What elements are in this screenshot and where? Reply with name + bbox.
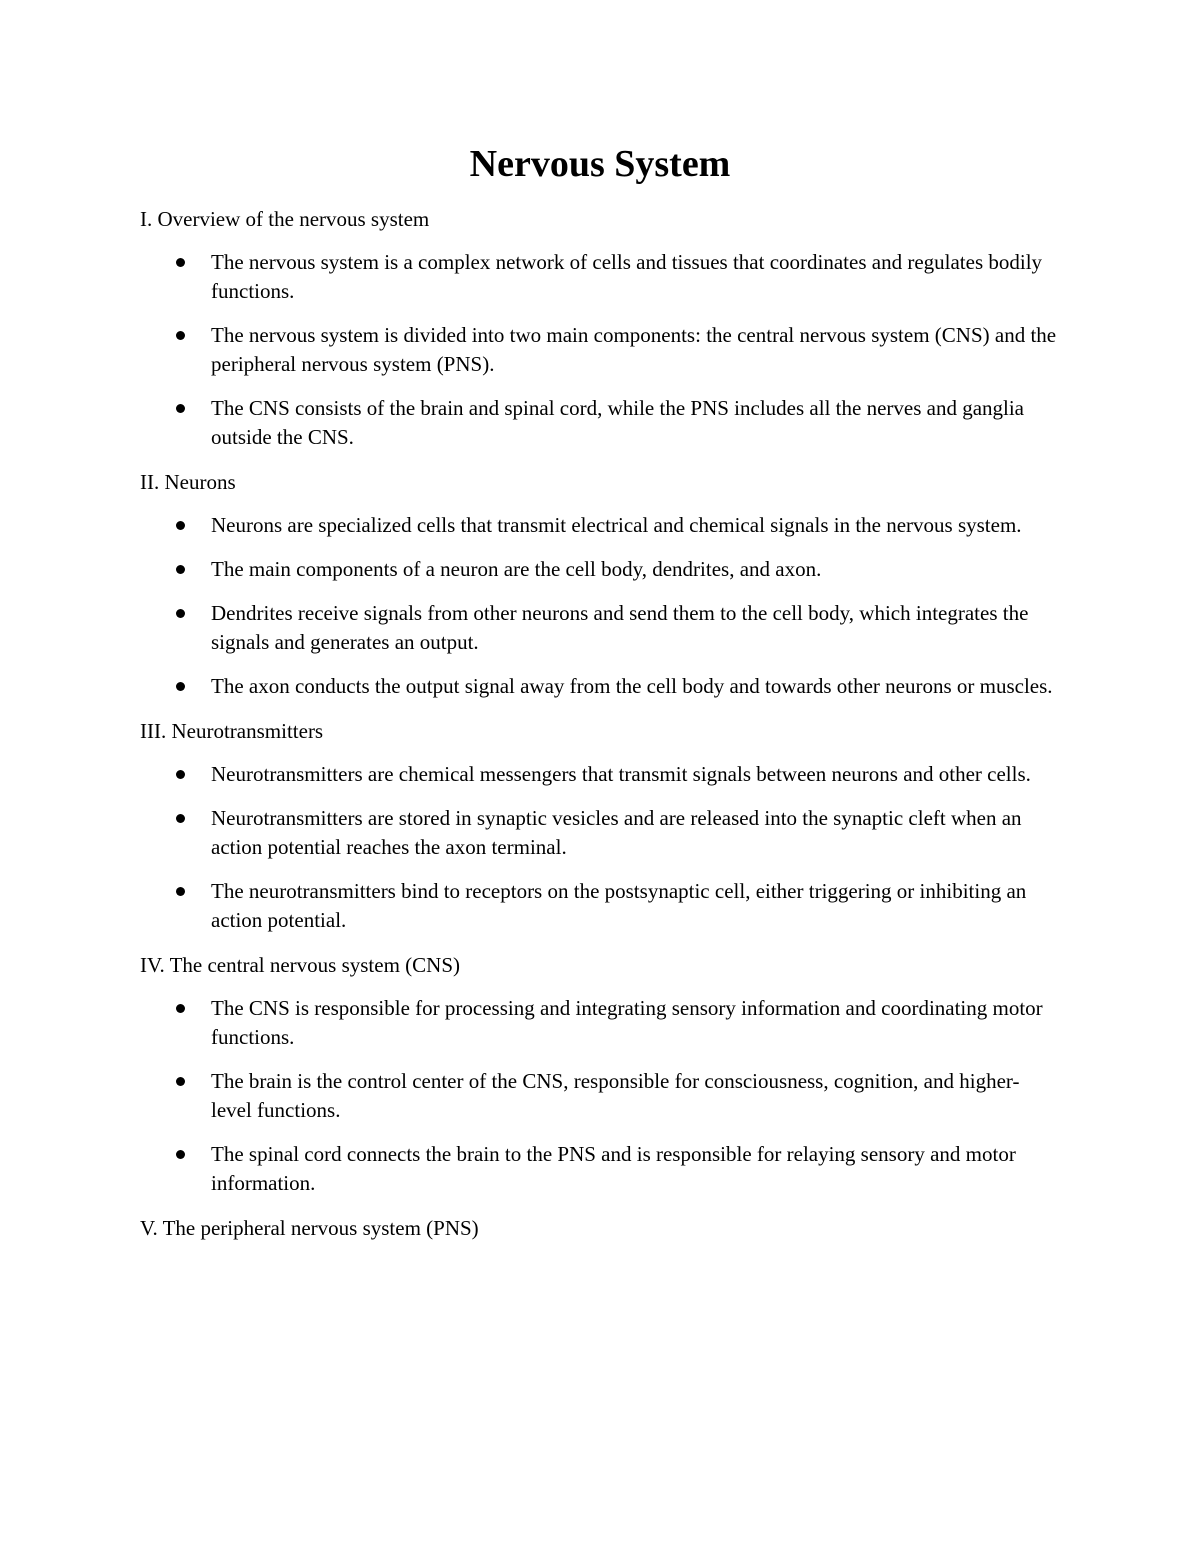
bullet-text: The CNS consists of the brain and spinal cord, while the PNS includes all the nerves and ganglia outside the CNS. bbox=[211, 396, 1025, 449]
bullet-item bbox=[140, 877, 1060, 935]
bullet-icon bbox=[176, 1004, 185, 1013]
bullet-text: The spinal cord connects the brain to the PNS and is responsible for relaying sensory and motor information. bbox=[211, 1142, 1016, 1195]
document-title: Nervous System bbox=[469, 143, 731, 185]
bullet-list bbox=[140, 994, 1060, 1198]
bullet-text: Neurotransmitters are chemical messengers that transmit signals between neurons and other cells. bbox=[211, 762, 1031, 786]
bullet-text: The brain is the control center of the CNS, responsible for consciousness, cognition, and higher-level functions. bbox=[211, 1069, 1020, 1122]
section-neurons bbox=[140, 467, 1060, 701]
section-cns bbox=[140, 950, 1060, 1198]
bullet-icon bbox=[176, 258, 185, 267]
section-heading: II. Neurons bbox=[140, 470, 236, 494]
bullet-list bbox=[140, 511, 1060, 701]
bullet-icon bbox=[176, 1150, 185, 1159]
bullet-text: The main components of a neuron are the cell body, dendrites, and axon. bbox=[211, 557, 822, 581]
bullet-item bbox=[140, 599, 1060, 657]
bullet-item bbox=[140, 555, 1060, 584]
bullet-item bbox=[140, 394, 1060, 452]
section-heading: I. Overview of the nervous system bbox=[140, 207, 430, 231]
bullet-item bbox=[140, 1140, 1060, 1198]
bullet-text: The nervous system is divided into two main components: the central nervous system (CNS) and the peripheral nervous system (PNS). bbox=[211, 323, 1057, 376]
section-heading: V. The peripheral nervous system (PNS) bbox=[140, 1216, 479, 1240]
bullet-icon bbox=[176, 521, 185, 530]
document-body bbox=[140, 204, 1060, 1257]
section-heading: III. Neurotransmitters bbox=[140, 719, 324, 743]
bullet-icon bbox=[176, 331, 185, 340]
bullet-icon bbox=[176, 404, 185, 413]
bullet-icon bbox=[176, 565, 185, 574]
bullet-list bbox=[140, 248, 1060, 452]
section-pns bbox=[140, 1213, 1060, 1243]
bullet-item bbox=[140, 760, 1060, 789]
bullet-icon bbox=[176, 609, 185, 618]
section-overview bbox=[140, 204, 1060, 452]
section-heading: IV. The central nervous system (CNS) bbox=[140, 953, 461, 977]
bullet-item bbox=[140, 511, 1060, 540]
bullet-icon bbox=[176, 887, 185, 896]
bullet-icon bbox=[176, 814, 185, 823]
bullet-item bbox=[140, 672, 1060, 701]
bullet-item bbox=[140, 994, 1060, 1052]
bullet-item bbox=[140, 1067, 1060, 1125]
bullet-icon bbox=[176, 770, 185, 779]
bullet-item bbox=[140, 804, 1060, 862]
bullet-icon bbox=[176, 1077, 185, 1086]
bullet-item bbox=[140, 248, 1060, 306]
section-neurotransmitters bbox=[140, 716, 1060, 935]
bullet-text: The nervous system is a complex network of cells and tissues that coordinates and regulates bodily functions. bbox=[211, 250, 1043, 303]
bullet-text: Neurons are specialized cells that transmit electrical and chemical signals in the nervous system. bbox=[211, 513, 1022, 537]
bullet-list bbox=[140, 760, 1060, 935]
bullet-item bbox=[140, 321, 1060, 379]
bullet-text: Neurotransmitters are stored in synaptic vesicles and are released into the synaptic cleft when an action potential reaches the axon terminal. bbox=[211, 806, 1022, 859]
bullet-text: The neurotransmitters bind to receptors on the postsynaptic cell, either triggering or inhibiting an action potential. bbox=[211, 879, 1027, 932]
bullet-text: Dendrites receive signals from other neurons and send them to the cell body, which integrates the signals and generates an output. bbox=[211, 601, 1029, 654]
bullet-icon bbox=[176, 682, 185, 691]
bullet-text: The axon conducts the output signal away from the cell body and towards other neurons or muscles. bbox=[211, 674, 1053, 698]
bullet-text: The CNS is responsible for processing and integrating sensory information and coordinating motor functions. bbox=[211, 996, 1043, 1049]
